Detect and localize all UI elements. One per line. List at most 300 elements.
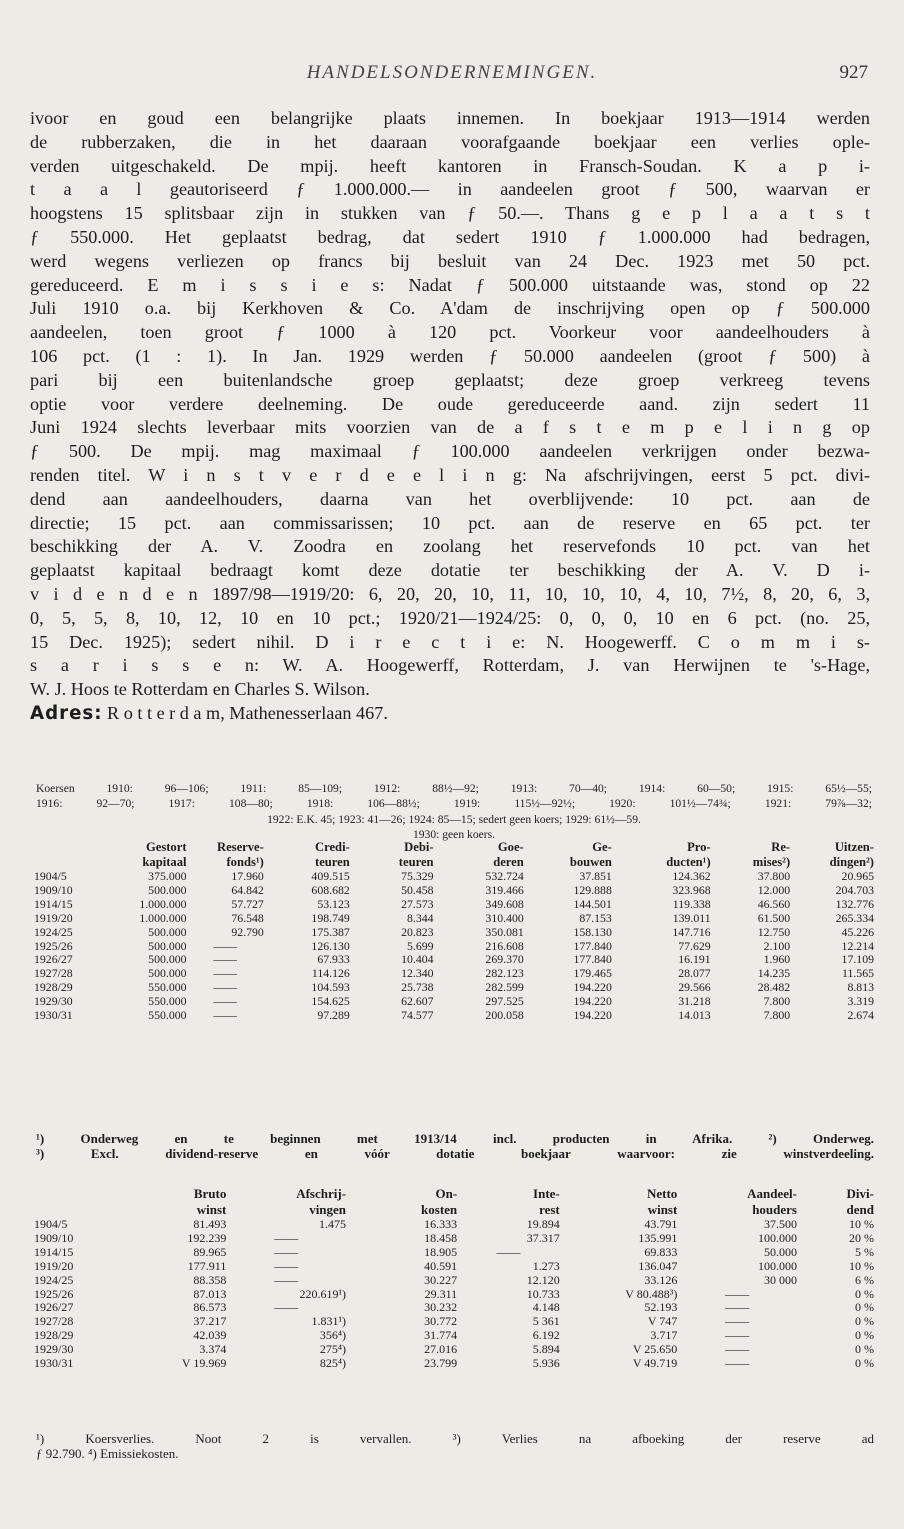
table-cell: 3.319 (847, 994, 874, 1009)
table-cell: 50.000 (764, 1244, 797, 1259)
table-cell: 92.790 (231, 924, 264, 939)
column-header: kapitaal (142, 855, 187, 869)
column-header: ducten¹) (666, 855, 711, 869)
column-header: Netto (646, 1186, 678, 1201)
table-cell: 0 % (855, 1286, 874, 1301)
table-cell: —— (274, 1258, 299, 1273)
table-cell: —— (496, 1244, 521, 1259)
table-cell: V 19.969 (181, 1356, 227, 1371)
table-cell: 1.475 (319, 1217, 347, 1231)
body-line: optie voor verdere deelneming. De oude gereduceerde aand. zijn sedert 11 (30, 393, 870, 414)
table-cell: —— (274, 1230, 299, 1245)
row-year: 1928/29 (34, 1328, 74, 1343)
column-header: winst (196, 1202, 227, 1217)
table-cell: 194.220 (573, 980, 612, 995)
header-title: HANDELSONDERNEMINGEN. (306, 62, 598, 83)
table-cell: 550.000 (148, 980, 187, 995)
table-row (34, 1009, 874, 1023)
table-cell: 40.591 (424, 1258, 458, 1273)
table-cell: 136.047 (638, 1258, 678, 1273)
footnote-line: ³) Excl. dividend-reserve en vóór dotatie boekjaar waarvoor: zie winstverdeeling. (36, 1146, 874, 1161)
table-cell: 10 % (849, 1217, 874, 1231)
column-header: Afschrij- (296, 1186, 347, 1201)
table-cell: 37.500 (764, 1217, 797, 1231)
table-cell: 17.109 (841, 952, 874, 967)
table-cell: 147.716 (672, 924, 711, 939)
table-cell: 1.273 (532, 1258, 560, 1273)
table-cell: 550.000 (148, 1008, 187, 1023)
table-cell: 177.911 (187, 1258, 227, 1273)
table-cell: 52.193 (644, 1300, 678, 1315)
body-line: dend aan aandeelhouders, daarna van het overblijvende: 10 pct. aan de (30, 488, 870, 509)
table-cell: 20 % (849, 1230, 874, 1245)
row-year: 1914/15 (34, 1244, 74, 1259)
body-line: Juli 1910 o.a. bij Kerkhoven & Co. A'dam de inschrijving open op ƒ 500.000 (30, 298, 870, 319)
table-cell: 61.500 (757, 910, 791, 925)
table-cell: —— (725, 1286, 750, 1301)
table-cell: 0 % (855, 1342, 874, 1357)
header-row (34, 1202, 874, 1218)
table-cell: 1.960 (763, 952, 791, 967)
table-cell: 37.217 (193, 1314, 227, 1329)
table-row (34, 1357, 874, 1371)
column-header: Divi- (846, 1186, 874, 1201)
row-year: 1924/25 (34, 1272, 74, 1287)
table-cell: 323.968 (672, 882, 711, 897)
table-cell: 194.220 (573, 994, 612, 1009)
table-cell: 119.338 (672, 896, 711, 911)
column-header: winst (647, 1202, 678, 1217)
table-cell: 81.493 (193, 1217, 227, 1231)
table-row (34, 898, 874, 912)
table-cell: —— (213, 994, 237, 1009)
row-year: 1909/10 (34, 1230, 74, 1245)
body-line: s a r i s s e n: W. A. Hoogewerff, Rotterdam, J. van Herwijnen te 's-Hage, (30, 655, 870, 676)
body-line: gereduceerd. E m i s s i e s: Nadat ƒ 500.000 uitstaande was, stond op 22 (30, 274, 870, 295)
column-header: Ge- (592, 840, 612, 854)
table-cell: 89.965 (193, 1244, 227, 1259)
table-cell: 297.525 (485, 994, 524, 1009)
table-row (34, 1260, 874, 1274)
table-cell: 7.800 (763, 994, 791, 1009)
table-cell: 14.013 (678, 1008, 711, 1023)
table-cell: V 747 (647, 1314, 678, 1329)
column-header (34, 1186, 130, 1202)
header-row (34, 840, 874, 855)
table-cell: 12.120 (526, 1272, 560, 1287)
table-cell: 7.800 (763, 1008, 791, 1023)
table-cell: 825⁴) (319, 1356, 347, 1371)
table-cell: 16.333 (424, 1217, 458, 1231)
column-header: Gestort (145, 840, 187, 854)
column-header: deren (493, 855, 524, 869)
column-header: Pro- (687, 840, 711, 854)
column-header: Uitzen- (834, 840, 874, 854)
body-line: v i d e n d e n 1897/98—1919/20: 6, 20, 20, 10, 11, 10, 10, 10, 4, 10, 7½, 8, 20, 6, 3, (30, 583, 870, 604)
table-cell: 33.126 (644, 1272, 678, 1287)
table-cell: 126.130 (311, 938, 350, 953)
body-line: t a a l geautoriseerd ƒ 1.000.000.— in aandeelen groot ƒ 500, waarvan er (30, 179, 870, 200)
table-cell: —— (725, 1356, 750, 1371)
column-header (34, 855, 101, 870)
table-cell: 194.220 (573, 1008, 612, 1023)
table-cell: —— (725, 1328, 750, 1343)
row-year: 1928/29 (34, 980, 73, 995)
table-cell: 64.842 (231, 882, 264, 897)
row-year: 1930/31 (34, 1356, 74, 1371)
address-city: R o t t e r d a m, (107, 702, 225, 723)
body-line: W. J. Hoos te Rotterdam en Charles S. Wilson. (30, 679, 370, 700)
table-cell: —— (213, 952, 237, 967)
table-cell: 175.387 (311, 924, 350, 939)
column-header: Inte- (533, 1186, 560, 1201)
table-cell: —— (274, 1244, 299, 1259)
table-row (34, 1301, 874, 1315)
table-row (34, 1274, 874, 1288)
table-cell: 1.831¹) (311, 1314, 347, 1329)
body-line: de rubberzaken, die in het daaraan voorafgaande boekjaar een verlies ople- (30, 131, 870, 152)
table-cell: —— (274, 1300, 299, 1315)
table-cell: 0 % (855, 1300, 874, 1315)
table-cell: 75.329 (401, 869, 434, 883)
table-row (34, 1246, 874, 1260)
table-cell: 67.933 (317, 952, 350, 967)
table-cell: —— (274, 1272, 299, 1287)
column-header (34, 840, 101, 855)
table-cell: —— (213, 1008, 237, 1023)
table-cell: 53.123 (317, 896, 350, 911)
table-cell: 2.674 (847, 1008, 874, 1023)
table-row (34, 926, 874, 940)
table-row (34, 1329, 874, 1343)
table-cell: 86.573 (193, 1300, 227, 1315)
body-line: ivoor en goud een belangrijke plaats innemen. In boekjaar 1913—1914 werden (30, 108, 870, 128)
table-row (34, 912, 874, 926)
table-cell: 1.000.000 (139, 910, 187, 925)
table-cell: 282.599 (485, 980, 524, 995)
table-cell: —— (213, 966, 237, 981)
table-cell: 204.703 (835, 882, 874, 897)
footnote-line: ¹) Koersverlies. Noot 2 is vervallen. ³) Verlies na afboeking der reserve ad (36, 1431, 874, 1446)
table-cell: 29.311 (424, 1286, 458, 1301)
table-cell: 14.235 (757, 966, 791, 981)
table-cell: 5.894 (532, 1342, 560, 1357)
table-cell: 608.682 (311, 882, 350, 897)
body-line: ƒ 550.000. Het geplaatst bedrag, dat sedert 1910 ƒ 1.000.000 had bedragen, (30, 226, 870, 247)
table-cell: 375.000 (148, 869, 187, 883)
table-cell: 0 % (855, 1314, 874, 1329)
column-header: Aandeel- (747, 1186, 797, 1201)
table-cell: 104.593 (311, 980, 350, 995)
footnote-line: ƒ 92.790. ⁴) Emissiekosten. (36, 1446, 179, 1461)
body-line: pari bij een buitenlandsche groep geplaatst; deze groep verkreeg tevens (30, 369, 870, 390)
column-header: vingen (309, 1202, 347, 1217)
column-header: Credi- (315, 840, 350, 854)
table-row (34, 1232, 874, 1246)
row-year: 1927/28 (34, 966, 73, 981)
address-label: Adres: (30, 702, 103, 724)
table-cell: 17.960 (231, 869, 264, 883)
table-cell: 177.840 (573, 952, 612, 967)
row-year: 1904/5 (34, 1217, 68, 1231)
table-cell: 30 000 (764, 1272, 797, 1287)
table-cell: 30.227 (424, 1272, 458, 1287)
table-cell: 74.577 (401, 1008, 434, 1023)
table-cell: 37.851 (579, 869, 612, 883)
table-cell: 356⁴) (319, 1328, 347, 1343)
body-line: hoogstens 15 splitsbaar zijn in stukken van ƒ 50.—. Thans g e p l a a t s t (30, 203, 870, 224)
row-year: 1926/27 (34, 1300, 74, 1315)
table-cell: 23.799 (424, 1356, 458, 1371)
column-header: mises²) (752, 855, 791, 869)
table-row (34, 940, 874, 954)
table-cell: 6 % (855, 1272, 874, 1287)
table-cell: 77.629 (678, 938, 711, 953)
profit-table (34, 1186, 874, 1371)
table-cell: 269.370 (485, 952, 524, 967)
table-cell: 3.374 (199, 1342, 227, 1357)
footnote-line: ¹) Onderweg en te beginnen met 1913/14 incl. producten in Afrika. ²) Onderweg. (36, 1131, 874, 1146)
table-cell: 20.965 (841, 869, 874, 883)
table-cell: 158.130 (573, 924, 612, 939)
table-cell: 37.800 (757, 869, 791, 883)
column-header: fonds¹) (226, 855, 264, 869)
table-cell: 43.791 (644, 1217, 678, 1231)
row-year: 1919/20 (34, 910, 73, 925)
table-cell: 129.888 (573, 882, 612, 897)
header-row (34, 855, 874, 870)
row-year: 1925/26 (34, 1286, 74, 1301)
table-cell: —— (213, 980, 237, 995)
koersen-block (36, 781, 872, 843)
table-cell: 310.400 (485, 910, 524, 925)
table-cell: 198.749 (311, 910, 350, 925)
page-number: 927 (839, 62, 868, 83)
table-cell: 500.000 (148, 938, 187, 953)
column-header: rest (539, 1202, 560, 1217)
table-cell: 16.191 (678, 952, 711, 967)
table-cell: 10 % (849, 1258, 874, 1273)
table-cell: 349.608 (485, 896, 524, 911)
koersen-line: 1930: geen koers. (412, 828, 496, 842)
table-row (34, 1315, 874, 1329)
column-header: Goe- (497, 840, 524, 854)
table-cell: 20.823 (401, 924, 434, 939)
table-cell: 192.239 (187, 1230, 227, 1245)
row-year: 1919/20 (34, 1258, 74, 1273)
column-header: dend (846, 1202, 874, 1217)
table-cell: 37.317 (526, 1230, 560, 1245)
table-cell: 409.515 (311, 869, 350, 883)
table-row (34, 967, 874, 981)
row-year: 1929/30 (34, 994, 73, 1009)
column-header: Debi- (404, 840, 434, 854)
table-cell: 1.000.000 (139, 896, 187, 911)
table-cell: 31.218 (678, 994, 711, 1009)
table-cell: 30.232 (424, 1300, 458, 1315)
table-cell: 177.840 (573, 938, 612, 953)
column-header: teuren (398, 855, 434, 869)
row-year: 1924/25 (34, 924, 73, 939)
body-line: ƒ 500. De mpij. mag maximaal ƒ 100.000 aandeelen verkrijgen onder bezwa- (30, 441, 870, 462)
table-cell: 10.733 (526, 1286, 560, 1301)
table-row (34, 995, 874, 1009)
table-cell: 216.608 (485, 938, 524, 953)
table-cell: 8.813 (847, 980, 874, 995)
table-cell: 76.548 (231, 910, 264, 925)
table-cell: 29.566 (678, 980, 711, 995)
column-header: Bruto (193, 1186, 227, 1201)
row-year: 1926/27 (34, 952, 73, 967)
table-cell: —— (213, 938, 237, 953)
table-cell: 179.465 (573, 966, 612, 981)
table-cell: 45.226 (841, 924, 874, 939)
table-row (34, 870, 874, 884)
table-row (34, 1343, 874, 1357)
table-cell: 220.619¹) (299, 1286, 347, 1301)
table-cell: 25.738 (401, 980, 434, 995)
table-cell: 31.774 (424, 1328, 458, 1343)
table2-footnotes (36, 1431, 874, 1461)
body-line: aandeelen, toen groot ƒ 1000 à 120 pct. Voorkeur voor aandeelhouders à (30, 322, 870, 343)
table-cell: 0 % (855, 1356, 874, 1371)
column-header: Reserve- (216, 840, 264, 854)
column-header: dingen²) (829, 855, 874, 869)
table-cell: 27.573 (401, 896, 434, 911)
table-cell: V 49.719 (632, 1356, 678, 1371)
table-cell: 550.000 (148, 994, 187, 1009)
body-line: 15 Dec. 1925); sedert nihil. D i r e c t i e: N. Hoogewerff. C o m m i s- (30, 631, 870, 652)
table-cell: V 80.488³) (625, 1286, 678, 1301)
row-year: 1927/28 (34, 1314, 74, 1329)
koersen-line: 1916: 92—70; 1917: 108—80; 1918: 106—88½; 1919: 115½—92½; 1920: 101½—74¾; 1921: 79⅞—32; (36, 797, 872, 811)
column-header: houders (752, 1202, 797, 1217)
table-cell: 114.126 (311, 966, 350, 981)
table-cell: 350.081 (485, 924, 524, 939)
table-cell: 50.458 (401, 882, 434, 897)
header-row (34, 1186, 874, 1202)
table-cell: 12.000 (757, 882, 791, 897)
body-line: geplaatst kapitaal bedraagt komt deze dotatie ter beschikking der A. V. D i- (30, 560, 870, 581)
table-cell: 18.458 (424, 1230, 458, 1245)
body-text (30, 107, 870, 726)
table-cell: 2.100 (763, 938, 791, 953)
table-cell: 46.560 (757, 896, 791, 911)
table-cell: 69.833 (644, 1244, 678, 1259)
column-header: Re- (771, 840, 791, 854)
body-line: Juni 1924 slechts leverbaar mits voorzien van de a f s t e m p e l i n g op (30, 417, 870, 438)
table-cell: V 25.650 (632, 1342, 678, 1357)
body-line: directie; 15 pct. aan commissarissen; 10 pct. aan de reserve en 65 pct. ter (30, 512, 870, 533)
body-line: 0, 5, 5, 8, 10, 12, 10 en 10 pct.; 1920/21—1924/25: 0, 0, 0, 10 en 6 pct. (no. 25, (30, 607, 870, 628)
row-year: 1909/10 (34, 882, 73, 897)
table-cell: 10.404 (401, 952, 434, 967)
column-header (34, 1202, 130, 1218)
table-cell: 8.344 (407, 910, 434, 925)
table-cell: 500.000 (148, 924, 187, 939)
table-cell: 18.905 (424, 1244, 458, 1259)
table-cell: 42.039 (193, 1328, 227, 1343)
table-cell: 265.334 (835, 910, 874, 925)
table-cell: 100.000 (758, 1258, 797, 1273)
row-year: 1904/5 (34, 869, 67, 883)
table-cell: 62.607 (401, 994, 434, 1009)
table-cell: —— (725, 1342, 750, 1357)
table-cell: 500.000 (148, 952, 187, 967)
body-line: werd wegens verliezen op francs bij besluit van 24 Dec. 1923 met 50 pct. (30, 250, 870, 271)
koersen-line: 1922: E.K. 45; 1923: 41—26; 1924: 85—15; sedert geen koers; 1929: 61½—59. (267, 812, 641, 826)
row-year: 1914/15 (34, 896, 73, 911)
body-line: 106 pct. (1 : 1). In Jan. 1929 werden ƒ 50.000 aandeelen (groot ƒ 500) à (30, 345, 870, 366)
table-cell: 5.936 (532, 1356, 560, 1371)
row-year: 1925/26 (34, 938, 73, 953)
table-cell: 28.482 (757, 980, 791, 995)
column-header: bouwen (569, 855, 612, 869)
table-cell: 5.699 (407, 938, 434, 953)
table-cell: 27.016 (424, 1342, 458, 1357)
column-header: kosten (421, 1202, 458, 1217)
column-header: On- (435, 1186, 458, 1201)
body-line: verden uitgeschakeld. De mpij. heeft kantoren in Fransch-Soudan. K a p i- (30, 155, 870, 176)
table-cell: 100.000 (758, 1230, 797, 1245)
table-cell: 135.991 (638, 1230, 678, 1245)
table-cell: 12.214 (841, 938, 874, 953)
table-cell: 0 % (855, 1328, 874, 1343)
table-cell: 500.000 (148, 882, 187, 897)
table-cell: 6.192 (532, 1328, 560, 1343)
table-cell: 57.727 (231, 896, 264, 911)
table-cell: 154.625 (311, 994, 350, 1009)
table-cell: 88.358 (193, 1272, 227, 1287)
body-line: renden titel. W i n s t v e r d e e l i n g: Na afschrijvingen, eerst 5 pct. divi- (30, 464, 870, 485)
table-cell: 87.153 (579, 910, 612, 925)
table-cell: 3.717 (650, 1328, 678, 1343)
table1-footnotes (36, 1131, 874, 1161)
table-cell: 19.894 (526, 1217, 560, 1231)
table-row (34, 981, 874, 995)
table-cell: 30.772 (424, 1314, 458, 1329)
table-cell: 144.501 (573, 896, 612, 911)
table-cell: 5 361 (532, 1314, 560, 1329)
table-cell: 28.077 (678, 966, 711, 981)
address-line (30, 702, 870, 726)
table-cell: 4.148 (532, 1300, 560, 1315)
table-cell: —— (725, 1300, 750, 1315)
table-cell: 500.000 (148, 966, 187, 981)
table-row (34, 1288, 874, 1302)
table-row (34, 1218, 874, 1232)
table-cell: 11.565 (841, 966, 874, 981)
table-cell: 97.289 (317, 1008, 350, 1023)
table-row (34, 953, 874, 967)
table-cell: 132.776 (835, 896, 874, 911)
table-cell: 200.058 (485, 1008, 524, 1023)
table-cell: 87.013 (193, 1286, 227, 1301)
table-cell: 319.466 (485, 882, 524, 897)
body-line: beschikking der A. V. Zoodra en zoolang het reservefonds 10 pct. van het (30, 536, 870, 557)
row-year: 1930/31 (34, 1008, 73, 1023)
table-cell: 282.123 (485, 966, 524, 981)
running-header (0, 62, 904, 86)
table-row (34, 884, 874, 898)
column-header: teuren (315, 855, 350, 869)
row-year: 1929/30 (34, 1342, 74, 1357)
table-cell: —— (725, 1314, 750, 1329)
table-cell: 124.362 (672, 869, 711, 883)
table-cell: 139.011 (672, 910, 711, 925)
table-cell: 12.340 (401, 966, 434, 981)
balance-table (34, 840, 874, 1023)
